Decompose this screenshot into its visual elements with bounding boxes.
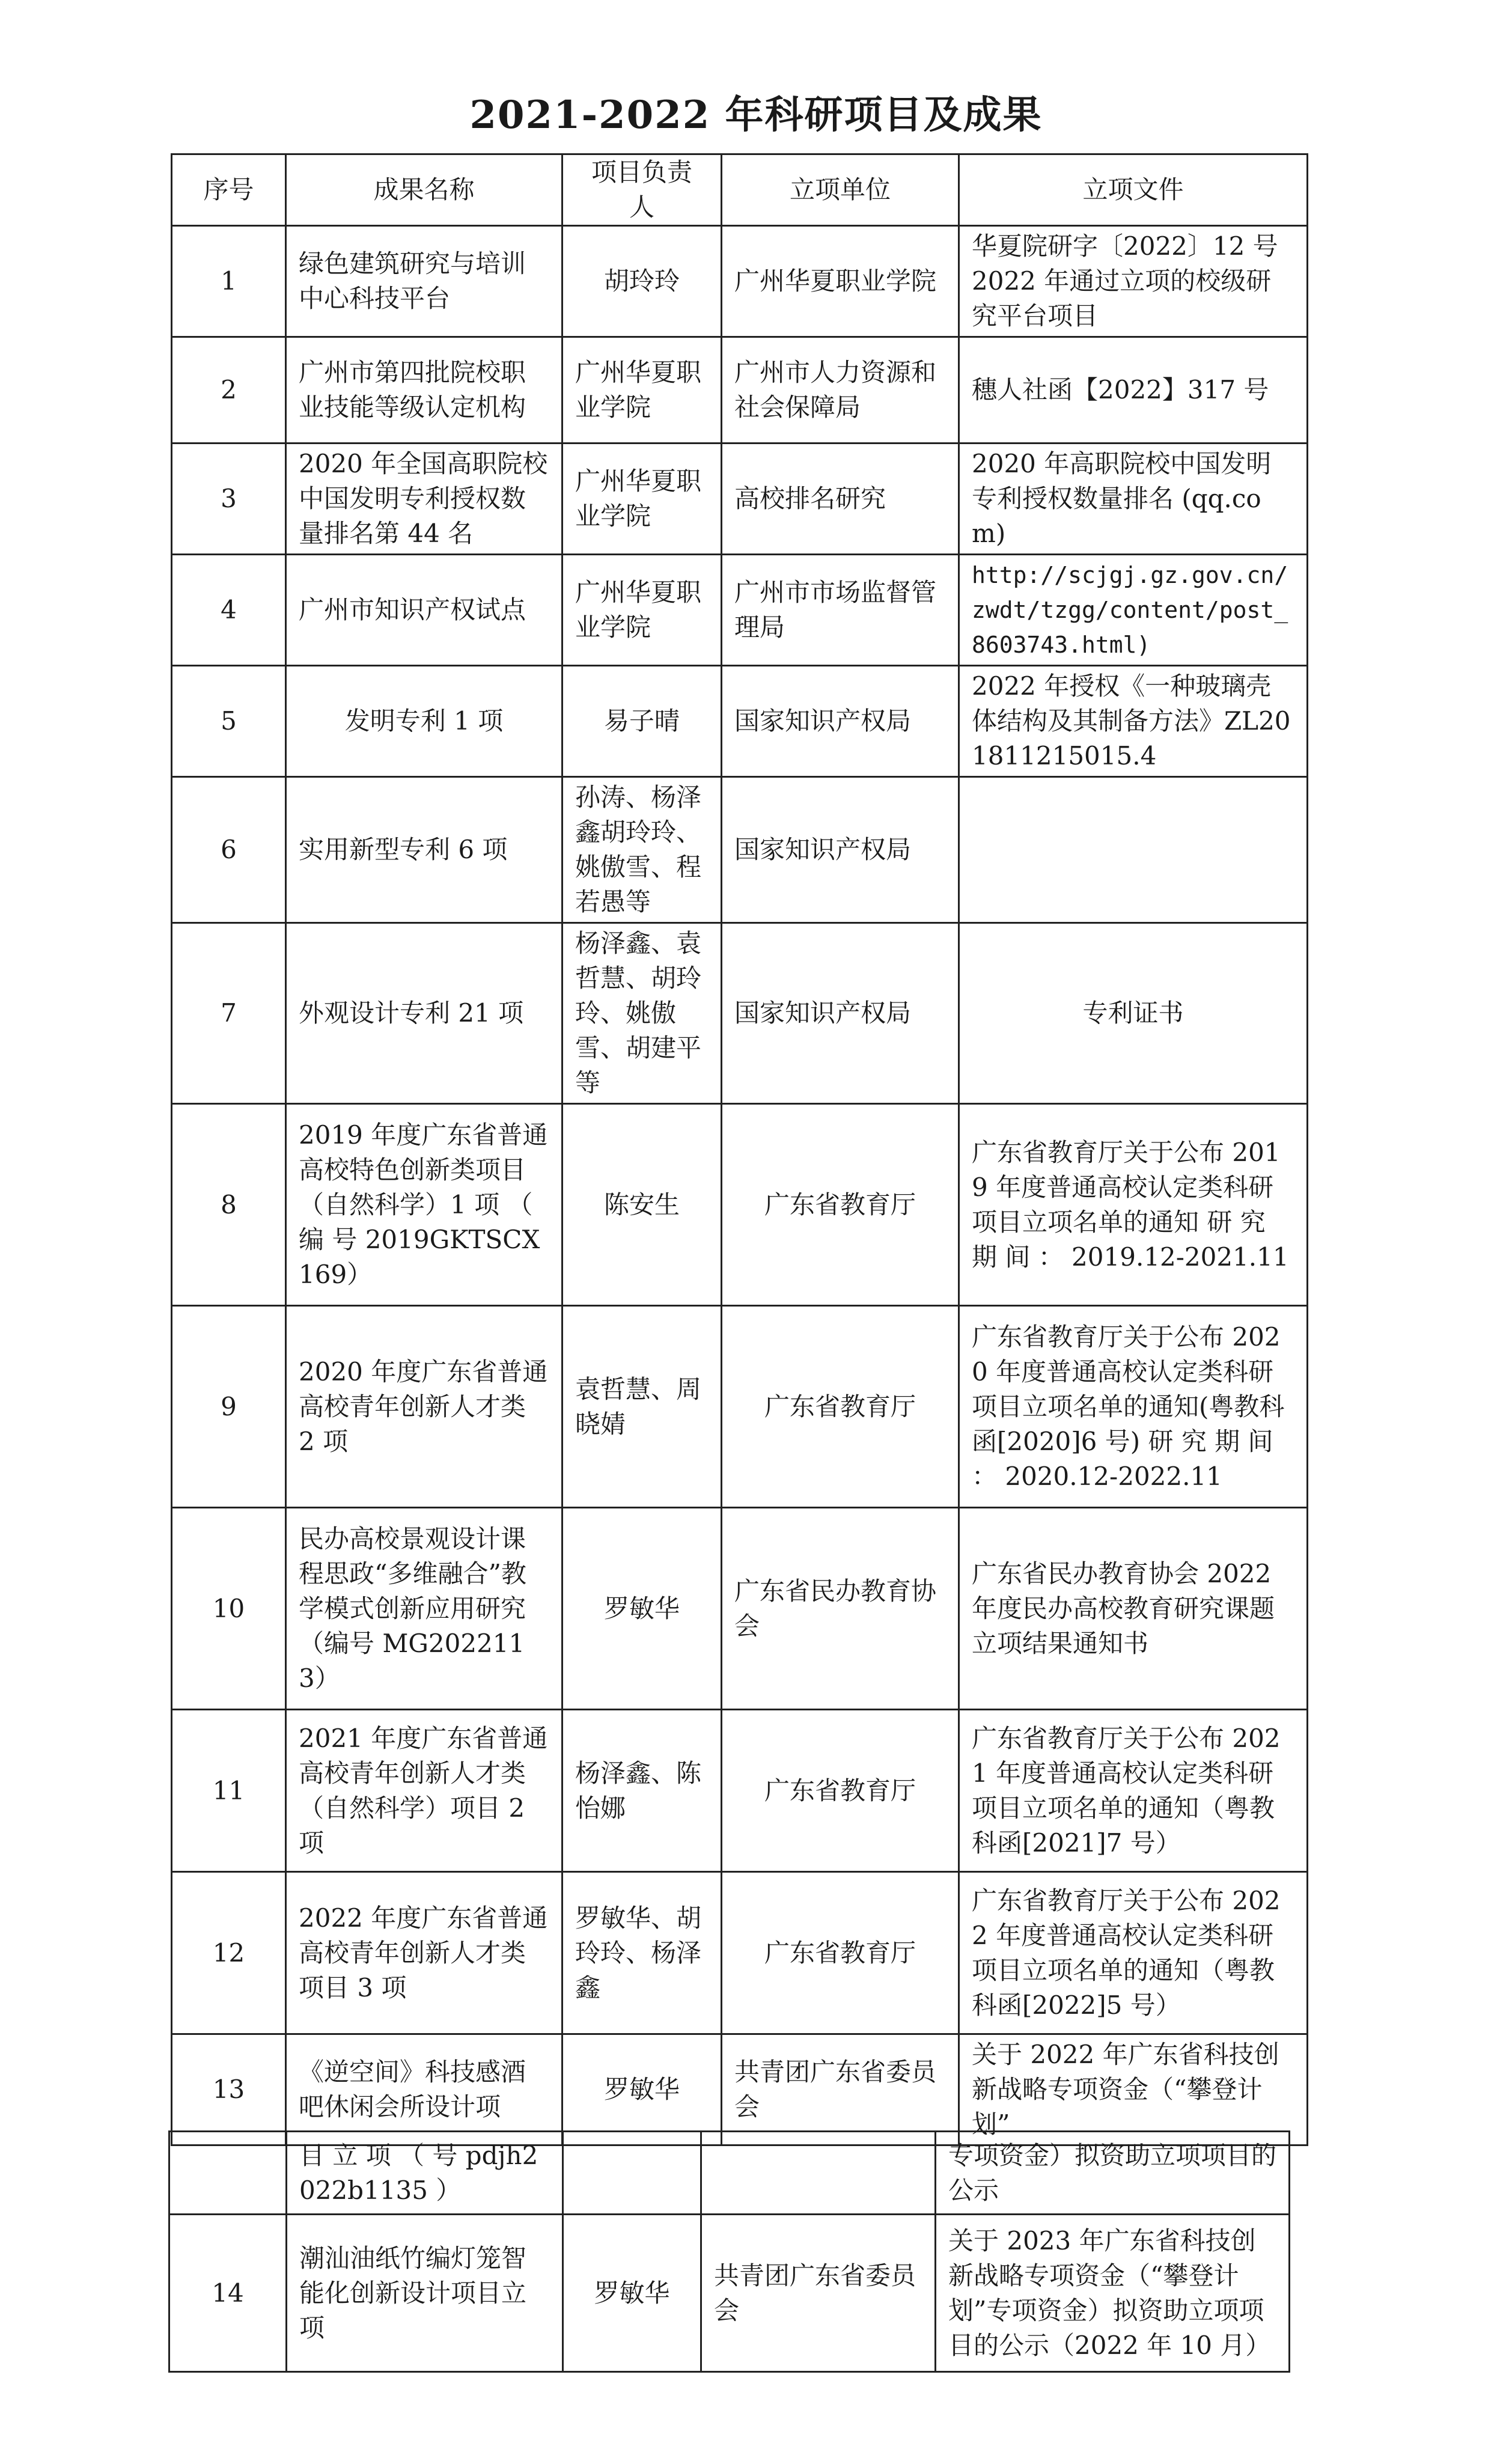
table-row (172, 1306, 1308, 1508)
cell-unit: 广州市市场监督管理局 (722, 555, 959, 666)
cell-doc: 关于 2023 年广东省科技创新战略专项资金（“攀登计划”专项资金）拟资助立项项目的公示（2022 年 10 月） (936, 2215, 1290, 2372)
table-row (169, 2215, 1290, 2372)
cell-no: 1 (172, 226, 286, 337)
table-row (172, 1104, 1308, 1306)
cell-leader: 广州华夏职业学院 (562, 555, 722, 666)
cell-name: 外观设计专利 21 项 (286, 923, 562, 1104)
cell-leader: 广州华夏职业学院 (562, 444, 722, 555)
results-table-continued (168, 2130, 1290, 2373)
cell-unit: 国家知识产权局 (722, 777, 959, 923)
cell-unit: 广东省教育厅 (722, 1104, 959, 1306)
cell-no: 4 (172, 555, 286, 666)
cell-unit: 国家知识产权局 (722, 923, 959, 1104)
table-row-continuation (169, 2132, 1290, 2215)
cell-leader: 杨泽鑫、陈怡娜 (562, 1710, 722, 1872)
cell-no: 2 (172, 337, 286, 444)
cell-leader: 陈安生 (562, 1104, 722, 1306)
cell-leader: 孙涛、杨泽鑫胡玲玲、姚傲雪、程若愚等 (562, 777, 722, 923)
cell-unit: 广东省民办教育协会 (722, 1508, 959, 1710)
table-row (172, 337, 1308, 444)
cell-doc (959, 777, 1308, 923)
cell-name: 发明专利 1 项 (286, 666, 562, 777)
cell-name: 2020 年全国高职院校中国发明专利授权数量排名第 44 名 (286, 444, 562, 555)
table-header-row (172, 154, 1308, 226)
cell-name: 广州市第四批院校职业技能等级认定机构 (286, 337, 562, 444)
cell-doc: 专项资金）拟资助立项项目的公示 (936, 2132, 1290, 2215)
table-row (172, 444, 1308, 555)
page-title: 2021-2022 年科研项目及成果 (469, 93, 1043, 138)
cell-leader (563, 2132, 701, 2215)
header-doc: 立项文件 (959, 154, 1308, 226)
cell-unit: 广东省教育厅 (722, 1306, 959, 1508)
cell-name: 2020 年度广东省普通高校青年创新人才类 2 项 (286, 1306, 562, 1508)
cell-name: 潮汕油纸竹编灯笼智能化创新设计项目立项 (287, 2215, 563, 2372)
header-no: 序号 (172, 154, 286, 226)
cell-name: 《逆空间》科技感酒吧休闲会所设计项 (286, 2034, 562, 2145)
cell-doc: 专利证书 (959, 923, 1308, 1104)
cell-leader: 袁哲慧、周晓婧 (562, 1306, 722, 1508)
cell-unit (701, 2132, 936, 2215)
header-leader: 项目负责人 (562, 154, 722, 226)
cell-doc: 华夏院研字〔2022〕12 号 2022 年通过立项的校级研究平台项目 (959, 226, 1308, 337)
cell-leader: 罗敏华 (563, 2215, 701, 2372)
results-table (171, 153, 1308, 2146)
cell-doc: 广东省教育厅关于公布 2022 年度普通高校认定类科研项目立项名单的通知（粤教科函[2022]5 号） (959, 1872, 1308, 2034)
cell-no: 9 (172, 1306, 286, 1508)
cell-name: 民办高校景观设计课程思政“多维融合”教学模式创新应用研究（编号 MG2022113） (286, 1508, 562, 1710)
table-row (172, 666, 1308, 777)
cell-doc: 2022 年授权《一种玻璃壳体结构及其制备方法》ZL201811215015.4 (959, 666, 1308, 777)
cell-no: 7 (172, 923, 286, 1104)
cell-leader: 易子晴 (562, 666, 722, 777)
cell-no: 12 (172, 1872, 286, 2034)
cell-leader: 胡玲玲 (562, 226, 722, 337)
table-row (172, 1710, 1308, 1872)
header-name: 成果名称 (286, 154, 562, 226)
cell-name: 2019 年度广东省普通高校特色创新类项目（自然科学）1 项 （ 编 号 2019GKTSCX169） (286, 1104, 562, 1306)
cell-leader: 广州华夏职业学院 (562, 337, 722, 444)
cell-doc: 2020 年高职院校中国发明专利授权数量排名 (qq.com) (959, 444, 1308, 555)
cell-no: 11 (172, 1710, 286, 1872)
table-row (172, 777, 1308, 923)
cell-name: 2021 年度广东省普通高校青年创新人才类（自然科学）项目 2 项 (286, 1710, 562, 1872)
cell-leader: 罗敏华 (562, 2034, 722, 2145)
table-row (172, 923, 1308, 1104)
cell-no: 6 (172, 777, 286, 923)
cell-unit: 国家知识产权局 (722, 666, 959, 777)
cell-name: 目 立 项 （ 号 pdjh2022b1135 ） (287, 2132, 563, 2215)
cell-doc: 关于 2022 年广东省科技创新战略专项资金（“攀登计划” (959, 2034, 1308, 2145)
cell-doc: http://scjgj.gz.gov.cn/zwdt/tzgg/content/post_8603743.html) (959, 555, 1308, 666)
cell-name: 2022 年度广东省普通高校青年创新人才类项目 3 项 (286, 1872, 562, 2034)
cell-unit: 共青团广东省委员会 (701, 2215, 936, 2372)
table-row (172, 2034, 1308, 2145)
cell-name: 广州市知识产权试点 (286, 555, 562, 666)
cell-doc: 广东省民办教育协会 2022 年度民办高校教育研究课题立项结果通知书 (959, 1508, 1308, 1710)
cell-no: 5 (172, 666, 286, 777)
cell-no: 14 (169, 2215, 287, 2372)
header-unit: 立项单位 (722, 154, 959, 226)
cell-no: 8 (172, 1104, 286, 1306)
table-row (172, 1508, 1308, 1710)
cell-no: 3 (172, 444, 286, 555)
cell-unit: 高校排名研究 (722, 444, 959, 555)
cell-doc: 广东省教育厅关于公布 2019 年度普通高校认定类科研项目立项名单的通知 研 究 期 间 ： 2019.12-2021.11 (959, 1104, 1308, 1306)
cell-doc: 穗人社函【2022】317 号 (959, 337, 1308, 444)
cell-unit: 广州华夏职业学院 (722, 226, 959, 337)
cell-name: 实用新型专利 6 项 (286, 777, 562, 923)
cell-no (169, 2132, 287, 2215)
cell-doc: 广东省教育厅关于公布 2020 年度普通高校认定类科研项目立项名单的通知(粤教科函[2020]6 号) 研 究 期 间 ： 2020.12-2022.11 (959, 1306, 1308, 1508)
cell-unit: 广东省教育厅 (722, 1710, 959, 1872)
cell-name: 绿色建筑研究与培训中心科技平台 (286, 226, 562, 337)
table-row (172, 555, 1308, 666)
cell-leader: 罗敏华 (562, 1508, 722, 1710)
table-row (172, 1872, 1308, 2034)
cell-unit: 广州市人力资源和社会保障局 (722, 337, 959, 444)
cell-leader: 杨泽鑫、袁哲慧、胡玲玲、姚傲雪、胡建平等 (562, 923, 722, 1104)
cell-no: 10 (172, 1508, 286, 1710)
cell-no: 13 (172, 2034, 286, 2145)
cell-doc: 广东省教育厅关于公布 2021 年度普通高校认定类科研项目立项名单的通知（粤教科函[2021]7 号） (959, 1710, 1308, 1872)
table-row (172, 226, 1308, 337)
cell-leader: 罗敏华、胡玲玲、杨泽鑫 (562, 1872, 722, 2034)
cell-unit: 广东省教育厅 (722, 1872, 959, 2034)
cell-unit: 共青团广东省委员会 (722, 2034, 959, 2145)
